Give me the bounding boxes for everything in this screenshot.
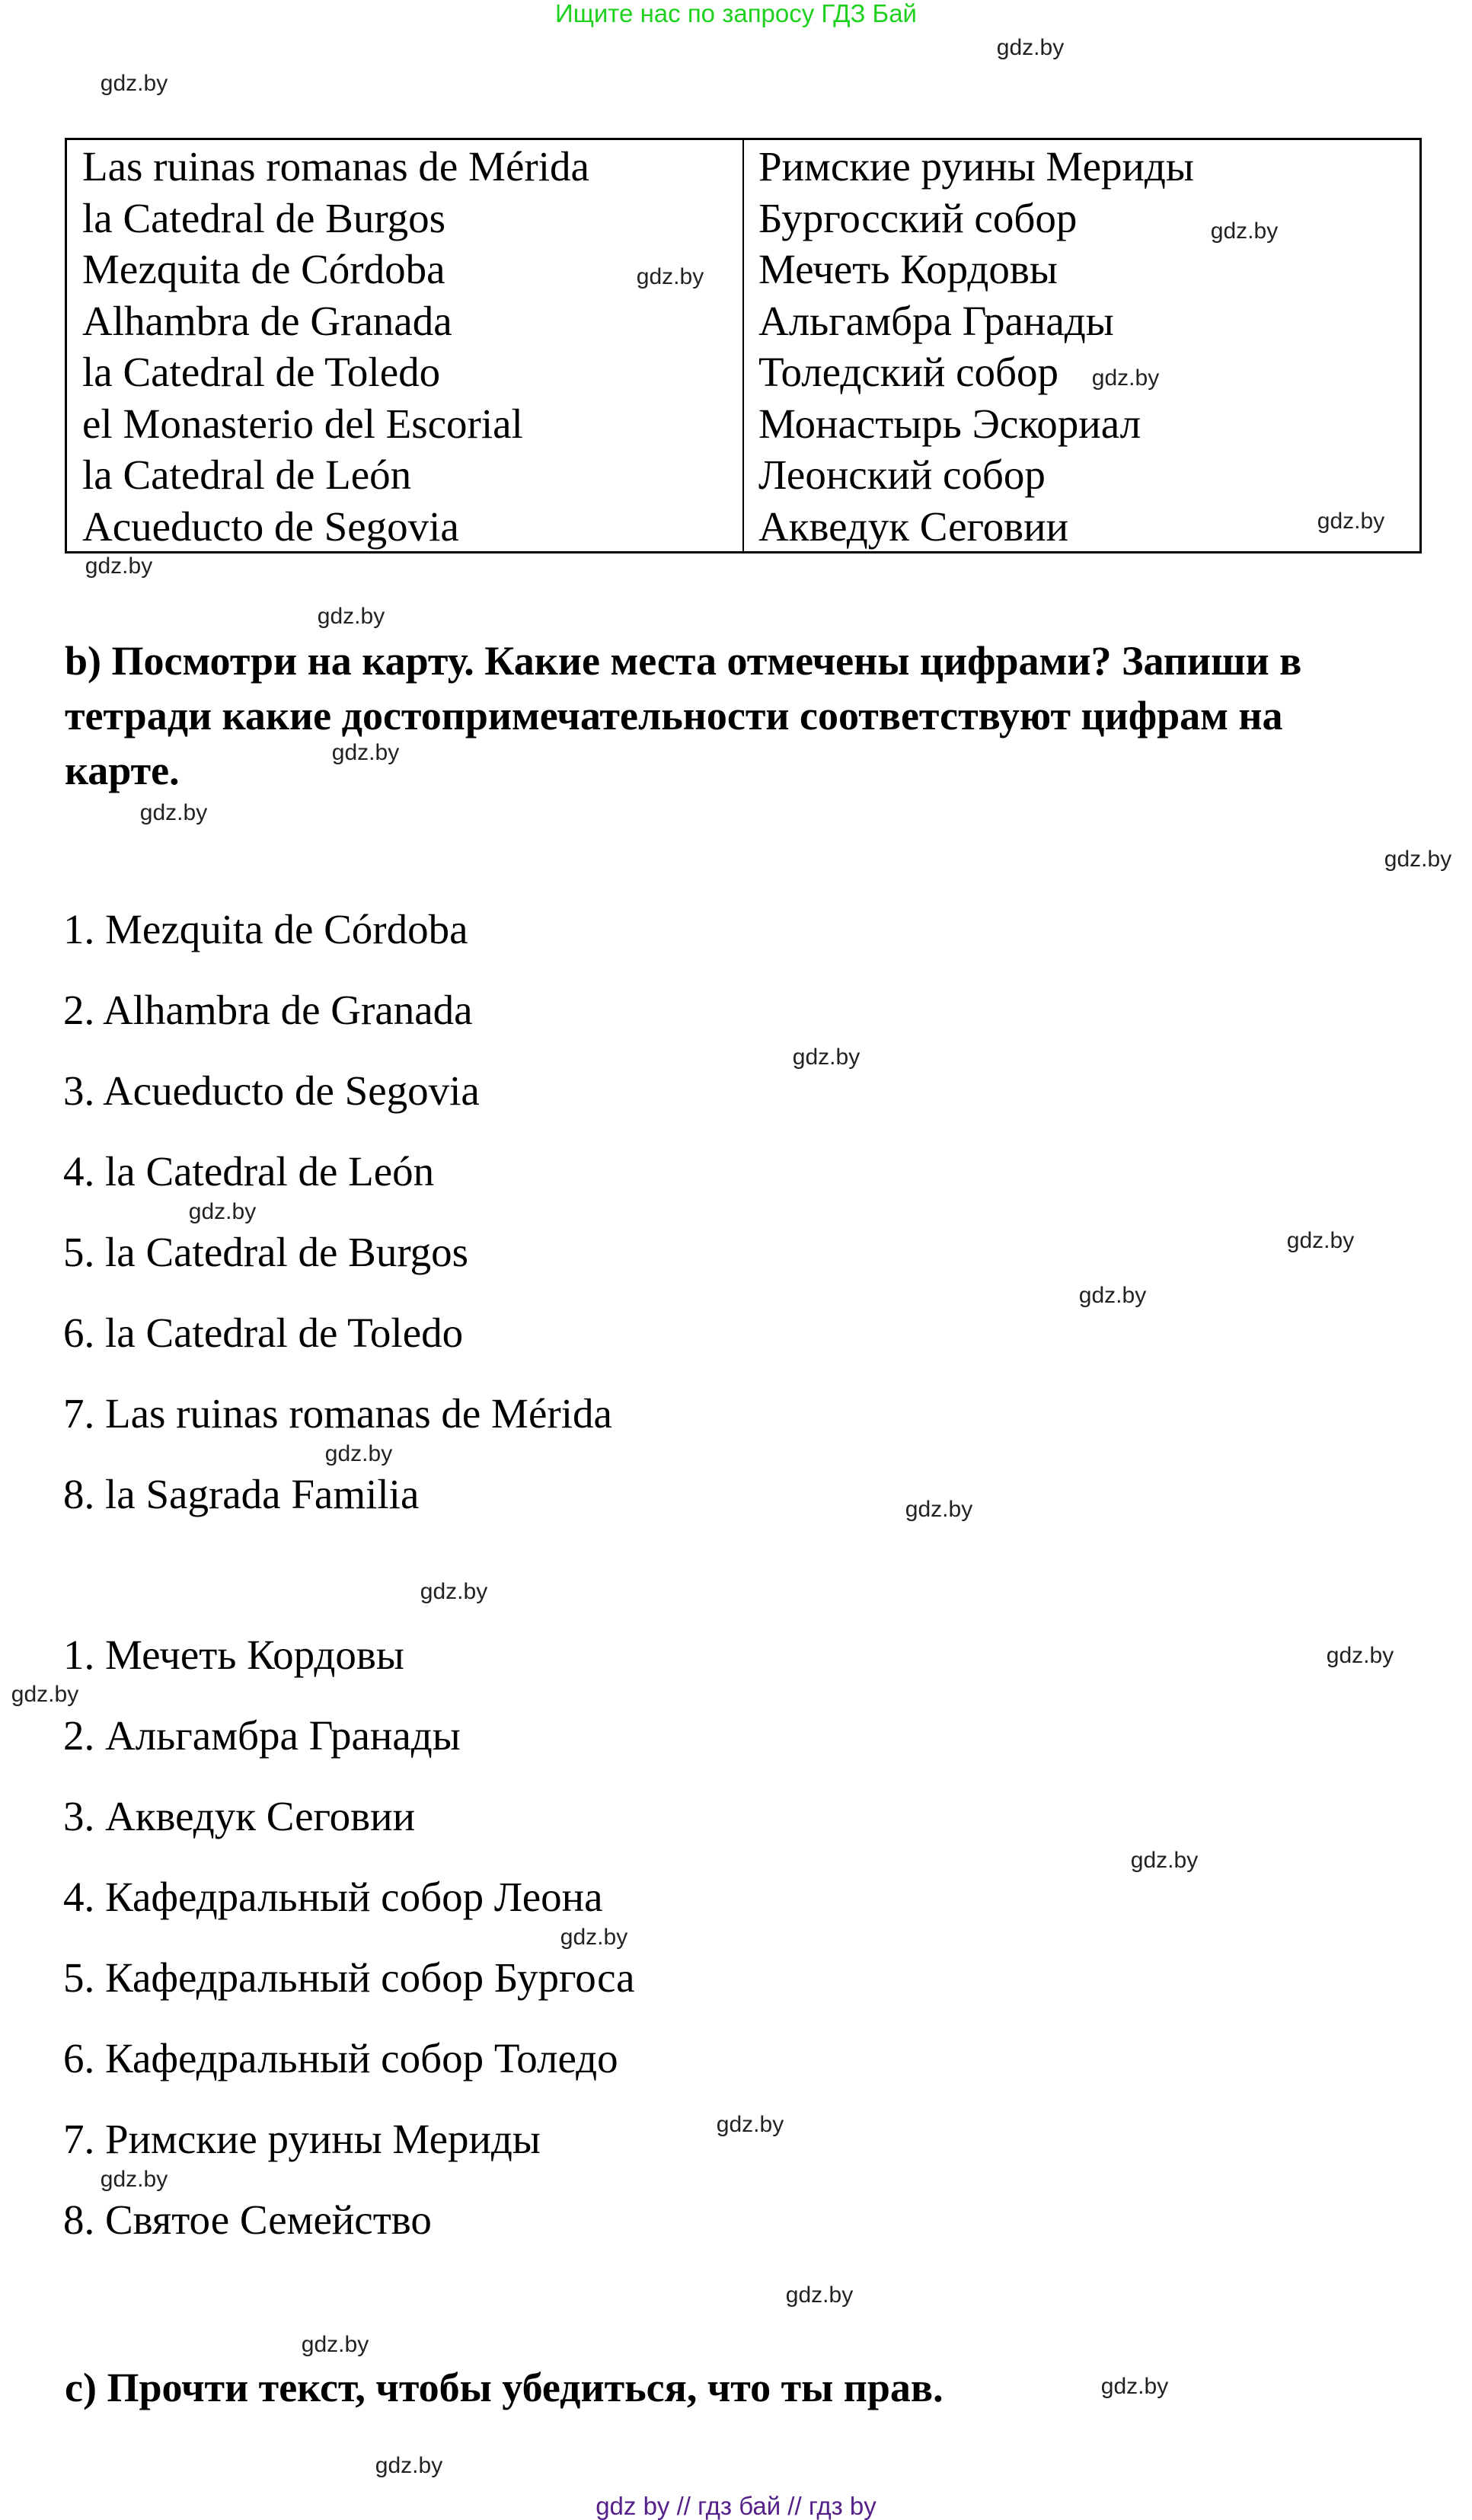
task-b-line-1: b) Посмотри на карту. Какие места отмечены цифрами? Запиши в xyxy=(65,638,1302,684)
table-cell-spanish: Alhambra de Granada xyxy=(82,297,452,344)
table-cell-russian: Бургосский собор xyxy=(758,194,1078,241)
watermark-text: gdz.by xyxy=(331,740,400,765)
watermark-text: gdz.by xyxy=(905,1497,973,1522)
table-cell-spanish: la Catedral de Toledo xyxy=(82,349,441,395)
search-banner[interactable]: Ищите нас по запросу ГДЗ Бай xyxy=(555,0,917,27)
watermark-text: gdz.by xyxy=(1286,1228,1355,1253)
watermark-text: gdz.by xyxy=(1384,847,1452,872)
watermark-text: gdz.by xyxy=(1317,509,1385,534)
table-cell-russian: Толедский собор xyxy=(758,349,1058,395)
list-item-spanish: 5. la Catedral de Burgos xyxy=(63,1229,469,1275)
task-c-heading: с) Прочти текст, чтобы убедиться, что ты прав. xyxy=(65,2365,944,2410)
list-item-russian: 7. Римские руины Мериды xyxy=(63,2116,541,2162)
list-item-spanish: 8. la Sagrada Familia xyxy=(63,1471,420,1517)
table-cell-russian: Альгамбра Гранады xyxy=(758,297,1114,344)
watermark-text: gdz.by xyxy=(996,35,1065,60)
watermark-text: gdz.by xyxy=(1091,365,1160,391)
table-cell-russian: Монастырь Эскориал xyxy=(758,400,1142,447)
watermark-text: gdz.by xyxy=(1100,2374,1169,2399)
watermark-text: gdz.by xyxy=(11,1682,79,1707)
watermark-text: gdz.by xyxy=(1326,1643,1394,1668)
watermark-text: gdz.by xyxy=(139,800,208,825)
table-cell-russian: Леонский собор xyxy=(758,451,1046,498)
watermark-text: gdz.by xyxy=(636,264,704,289)
watermark-text: gdz.by xyxy=(324,1441,393,1466)
table-cell-spanish: Acueducto de Segovia xyxy=(82,502,459,550)
watermark-text: gdz.by xyxy=(792,1045,861,1070)
watermark-text: gdz.by xyxy=(560,1925,628,1950)
footer-links[interactable]: gdz by // гдз бай // гдз by xyxy=(596,2492,876,2520)
list-item-russian: 2. Альгамбра Гранады xyxy=(63,1712,461,1759)
table-cell-russian: Римские руины Мериды xyxy=(758,143,1194,190)
watermark-text: gdz.by xyxy=(317,604,385,629)
watermark-text: gdz.by xyxy=(420,1579,488,1604)
table-cell-russian: Мечеть Кордовы xyxy=(758,246,1058,292)
list-item-russian: 5. Кафедральный собор Бургоса xyxy=(63,1954,635,2001)
list-item-spanish: 7. Las ruinas romanas de Mérida xyxy=(63,1390,612,1437)
watermark-text: gdz.by xyxy=(1130,1848,1199,1873)
watermark-text: gdz.by xyxy=(1078,1283,1147,1308)
list-item-spanish: 3. Acueducto de Segovia xyxy=(63,1067,480,1114)
table-cell-spanish: Mezquita de Córdoba xyxy=(82,246,445,292)
watermark-text: gdz.by xyxy=(301,2332,369,2357)
watermark-text: gdz.by xyxy=(375,2453,443,2478)
watermark-text: gdz.by xyxy=(100,2167,168,2192)
watermark-text: gdz.by xyxy=(785,2282,854,2308)
watermark-text: gdz.by xyxy=(100,71,168,96)
list-item-russian: 4. Кафедральный собор Леона xyxy=(63,1874,603,1920)
table-cell-spanish: Las ruinas romanas de Mérida xyxy=(82,143,589,190)
list-item-russian: 1. Мечеть Кордовы xyxy=(63,1632,404,1678)
watermark-text: gdz.by xyxy=(1210,219,1279,244)
list-item-russian: 3. Акведук Сеговии xyxy=(63,1793,416,1839)
watermark-text: gdz.by xyxy=(188,1199,257,1224)
list-item-spanish: 1. Mezquita de Córdoba xyxy=(63,906,468,952)
list-item-russian: 6. Кафедральный собор Толедо xyxy=(63,2035,618,2081)
table-divider xyxy=(742,140,744,551)
table-cell-russian: Акведук Сеговии xyxy=(758,502,1069,550)
list-item-spanish: 4. la Catedral de León xyxy=(63,1148,435,1195)
table-cell-spanish: el Monasterio del Escorial xyxy=(82,400,523,447)
task-b-line-2: тетради какие достопримечательности соответствуют цифрам на xyxy=(65,693,1283,738)
list-item-russian: 8. Святое Семейство xyxy=(63,2196,432,2243)
task-b-line-3: карте. xyxy=(65,748,180,793)
watermark-text: gdz.by xyxy=(85,553,153,579)
list-item-spanish: 6. la Catedral de Toledo xyxy=(63,1309,464,1356)
watermark-text: gdz.by xyxy=(716,2112,784,2137)
table-cell-spanish: la Catedral de Burgos xyxy=(82,194,446,241)
table-cell-spanish: la Catedral de León xyxy=(82,451,412,498)
list-item-spanish: 2. Alhambra de Granada xyxy=(63,987,473,1033)
